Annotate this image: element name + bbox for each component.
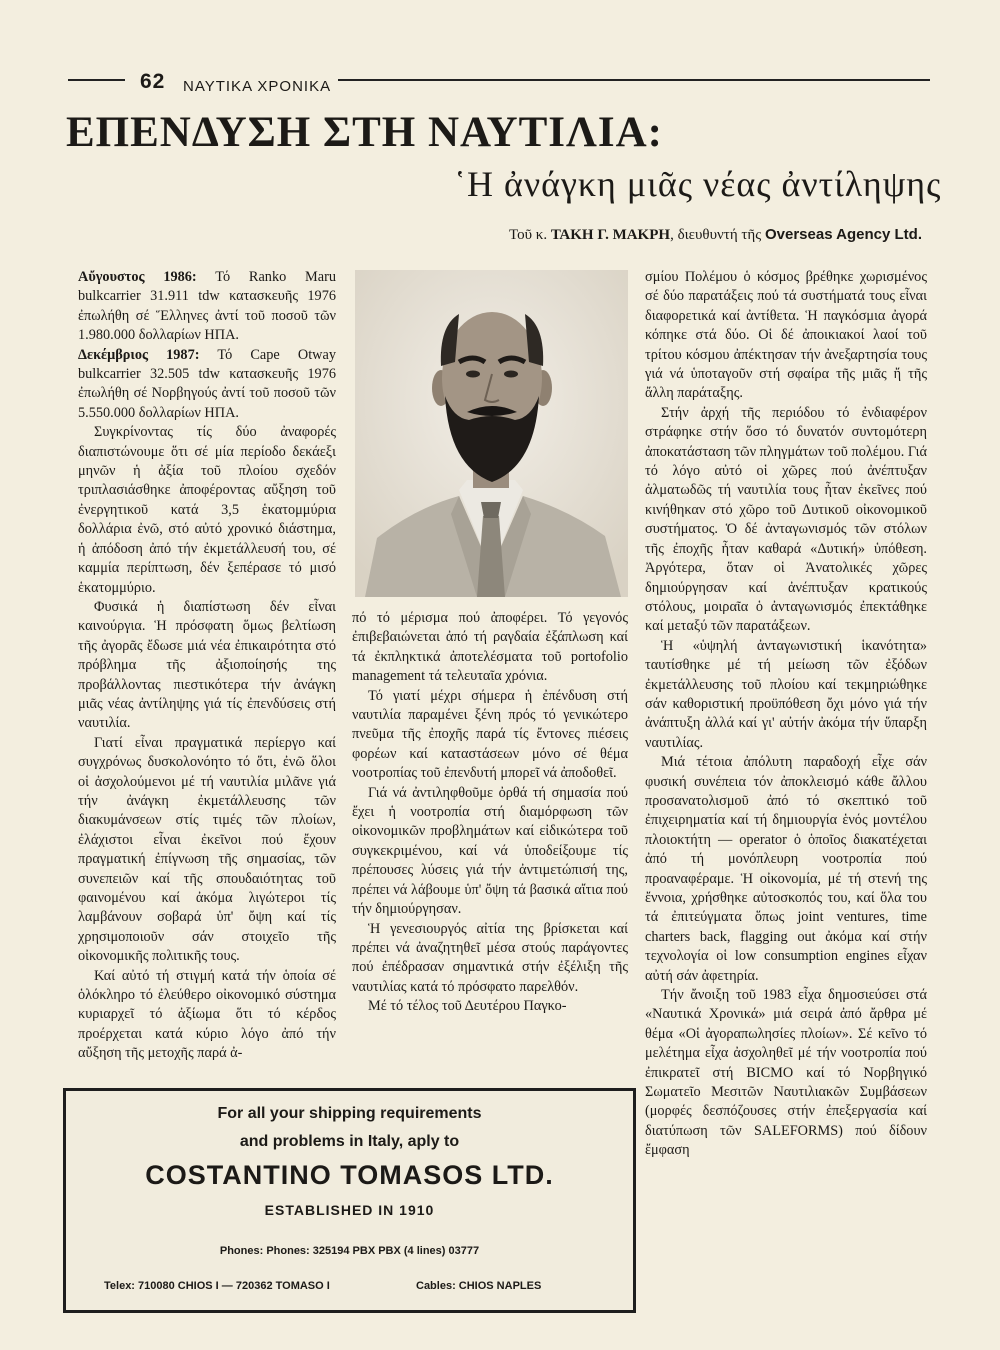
text-column-3 [645, 268, 927, 1161]
date-label: Δεκέμβριος 1987: [78, 346, 200, 363]
ad-line-2: and problems in Italy, aply to [239, 1133, 460, 1150]
magazine-name: ΝΑΥΤΙΚΑ ΧΡΟΝΙΚΑ [183, 78, 332, 95]
paragraph: Γιά νά ἀντιληφθοῦμε ὀρθά τή σημασία πού ἔχει ἡ νοοτροπία στή διαμόρφωση τῶν οἰκονομικῶν προβλημάτων καί εἰδικώτερα τοῦ συγκεκριμένου, καί νά ὑποδείξουμε τίς πρέπουσες λύσεις γιά τήν ἀντιμετώπισή της, πρέπει νά λάβουμε ὑπ' ὄψη τά βασικά αἴτια πού τήν δημιούργησαν. [352, 784, 628, 918]
article-headline: ΕΠΕΝΔΥΣΗ ΣΤΗ ΝΑΥΤΙΛΙΑ: [66, 109, 663, 156]
paragraph: Φυσικά ἡ διαπίστωση δέν εἶναι καινούργια. Ἡ πρόσφατη ὅμως βελτίωση τῆς ἀγορᾶς ἔδωσε μιά νέα ἐπικαιρότητα στό πρόβλημα τῆς ἀξιοποίησής της προβάλλοντας πιεστικότερα τήν ἀνάγκη μιᾶς νέας ἀντίληψης γιά τίς ἐπενδύσεις στή ναυτιλία. [78, 598, 336, 732]
paragraph-text: Τό Cape Otway bulkcarrier 32.505 tdw κατασκευῆς 1976 ἐπωλήθη σέ Νορβηγούς ἀντί τοῦ ποσοῦ τῶν 5.550.000 δολλαρίων ΗΠΑ. [78, 346, 336, 421]
page-number: 62 [140, 70, 166, 93]
article-subtitle: ῾Η ἀνάγκη μιᾶς νέας ἀντίληψης [454, 164, 942, 204]
byline-author: ΤΑΚΗ Γ. ΜΑΚΡΗ [550, 227, 671, 243]
paragraph: Συγκρίνοντας τίς δύο ἀναφορές διαπιστώνουμε ὅτι σέ μία περίοδο δεκάεξι μηνῶν ἡ ἀξία τοῦ πλοίου σχεδόν τριπλασιάσθηκε ἀποφέροντας αὔξηση τοῦ ἐνεργητικοῦ κατά 3,5 ἑκατομμύρια δολλάρια ἐνῶ, στό αὐτό χρονικό διάστημα, ἡ ἀπόδοση ἀπό τήν ἐκμετάλλευσή του, σέ καμμία περίπτωση, δέν ξεπέρασε τό μισό ἑκατομμύριο. [78, 424, 336, 596]
byline-company: Overseas Agency Ltd. [764, 226, 922, 243]
ad-company-name: COSTANTINO TOMASOS LTD. [145, 1160, 554, 1190]
paragraph-text: Τό Ranko Maru bulkcarrier 31.911 tdw κατασκευῆς 1976 ἐπωλήθη σέ Ἕλληνες ἀντί τοῦ ποσοῦ τῶν 1.980.000 δολλαρίων ΗΠΑ. [78, 269, 337, 344]
paragraph: Καί αὐτό τή στιγμή κατά τήν ὁποία σέ ὁλόκληρο τό ἐλεύθερο οἰκονομικό σύστημα κυριαρχεῖ τό ἀξίωμα ὅτι τό κέρδος προέρχεται κατά κύριο λόγο ἀπό τήν αὔξηση τῆς μετοχῆς παρά ἀ- [78, 967, 336, 1062]
text-column-2 [352, 609, 628, 1017]
ad-cables: Cables: CHIOS NAPLES [416, 1280, 542, 1292]
paragraph [78, 268, 336, 346]
header-rule-right [338, 79, 930, 81]
paragraph: Ἡ γενεσιουργός αἰτία της βρίσκεται καί πρέπει νά ἀναζητηθεῖ μέσα στούς παράγοντες πού ἐπέδρασαν σημαντικά στήν ἐξέλιξη τῆς ναυτιλίας κατά τό πρόσφατο παρελθόν. [352, 920, 628, 995]
paragraph: Τήν ἄνοιξη τοῦ 1983 εἶχα δημοσιεύσει στά «Ναυτικά Χρονικά» μιά σειρά ἀπό ἄρθρα μέ θέμα «Οἱ ἀγοραπωλησίες πλοίων». Σέ κεῖνο τό μελέτημα εἶχα ἀσχοληθεῖ μέ τήν νοοτροπία πού ἐπικρατεῖ στή BICMO καί τό Νορβηγικό Σωματεῖο Μεσιτῶν Ναυτιλιακῶν Συμβάσεων (μορφές δεσπόζουσες στήν ἐπεξεργασία καί διατύπωση τῶν SALEFORMS) πού δίδουν ἔμφαση [645, 987, 927, 1159]
paragraph: Ἡ «ὑψηλή ἀνταγωνιστική ἱκανότητα» ταυτίσθηκε μέ τή μείωση τῶν ἐξόδων ἐκμετάλλευσης τοῦ πλοίου καί τεκμηριώθηκε σάν καθοριστική προϋπόθεση ὄχι μόνο γιά τήν ἀνάπτυξη ἀλλά καί γι' αὐτήν ἀκόμα τήν ὕπαρξη ναυτιλίας. [645, 637, 927, 751]
text-column-1 [78, 268, 336, 1064]
ad-phones: Phones: Phones: 325194 PBX PBX (4 lines) 03777 [219, 1245, 480, 1257]
author-photo [355, 270, 628, 597]
byline-prefix: Τοῦ κ. [509, 227, 548, 243]
date-label: Αὔγουστος 1986: [78, 269, 197, 285]
paragraph: Γιατί εἶναι πραγματικά περίεργο καί συγχρόνως δυσκολονόητο τό ὅτι, ἐνῶ ὅλοι οἱ ἀσχολούμενοι μέ τή ναυτιλία μιλᾶνε γιά τήν ἀνάγκη ἐκμετάλλευσης τῶν διακυμάνσεων στίς τιμές τῶν πλοίων, ἐλάχιστοι εἶναι ἐκεῖνοι πού ἔχουν πραγματική ἐπίγνωση τῆς σημασίας, τῶν συνεπειῶν καί τῆς σπουδαιότητας τοῦ φαινομένου καί ἀκόμα λιγώτεροι τίς λαμβάνουν σοβαρά ὑπ' ὄψη καί τίς χρησιμοποιοῦν σάν στοιχεῖο τῆς οἰκονομικῆς πολιτικῆς τους. [78, 734, 336, 965]
ad-telex: Telex: 710080 CHIOS I — 720362 TOMASO I [104, 1280, 330, 1292]
paragraph: Μιά τέτοια ἀπόλυτη παραδοχή εἶχε σάν φυσική συνέπεια τόν ἀποκλεισμό κάθε ἄλλου προσανατολισμοῦ ἀπό τό σκεπτικό τοῦ ἐπιχειρηματία καί τή δημιουργία ἑνός μοντέλου πλοιοκτήτη — operator ὁ ὁποῖος διακατέχεται ἀπό τή μονόπλευρη νοοτροπία πού προαναφέραμε. Ἡ οἰκονομία, μέ τή στενή της ἔννοια, χρήσθηκε αὐτοσκοπός του, καί ὅλα του τά ἐπιτεύγματα ὅπως joint ventures, time charters back, flagging out ἀκόμα καί στήν τεχνολογία οἱ low consumption engines εἶχαν αὐτή σάν ἀφετηρία. [645, 754, 927, 984]
paragraph: πό τό μέρισμα πού ἀποφέρει. Τό γεγονός ἐπιβεβαιώνεται ἀπό τή ραγδαία ἐξάπλωση καί τά ἐκπληκτικά ἀποτελέσματα τοῦ portofolio management τά τελευταῖα χρόνια. [352, 610, 628, 685]
paragraph: σμίου Πολέμου ὁ κόσμος βρέθηκε χωρισμένος σέ δύο παρατάξεις πού τά συστήματά τους εἶναι διαφορετικά καί ἀντίθετα. Ἡ παγκόσμια ἀγορά κόπηκε στά δύο. Οἱ δέ ἀποικιακοί λαοί τοῦ τρίτου κόσμου ἀπέκτησαν τήν ἀνεξαρτησία τους γιά νά ὑποταγοῦν στή σφαίρα τῆς μιᾶς ἤ τῆς ἄλλη παράταξης. [645, 269, 927, 402]
paragraph: Στήν ἀρχή τῆς περιόδου τό ἐνδιαφέρον στράφηκε στήν ὅσο τό δυνατόν συντομότερη ἀποκατάσταση τῶν πληγμάτων τοῦ πολέμου. Γιά τό λόγο αὐτό οἱ χῶρες πού ἀνέπτυξαν ἀλματωδῶς τή ναυτιλία τους ἦταν ἐκεῖνες πού κινήθηκαν στό χῶρο τοῦ Δυτικοῦ οἰκονομικοῦ συστήματος. Ὁ δέ ἀνταγωνισμός τῶν στόλων τῆς ἐποχῆς ἦταν καθαρά «Δυτική» ὑπόθεση. Ἀργότερα, ὅταν οἱ Ἀνατολικές χῶρες δημιούργησαν καί ἀνέπτυξαν κρατικούς στόλους, μοιραῖα ὁ ἀνταγωνισμός ἐπεκτάθηκε καί μεταξύ τῶν παρατάξεων. [645, 404, 927, 635]
author-portrait-image [355, 270, 628, 597]
paragraph: Μέ τό τέλος τοῦ Δευτέρου Παγκο- [368, 998, 567, 1015]
advertisement-box [63, 1088, 636, 1313]
ad-established: ESTABLISHED IN 1910 [264, 1202, 435, 1218]
header-rule-left [68, 79, 125, 81]
byline-role: , διευθυντή τῆς [670, 227, 762, 243]
ad-line-1: For all your shipping requirements [217, 1105, 482, 1122]
paragraph [78, 346, 336, 424]
article-byline [509, 226, 922, 244]
paragraph: Τό γιατί μέχρι σήμερα ἡ ἐπένδυση στή ναυτιλία παραμένει ξένη πρός τό γενικώτερο πνεῦμα τῆς ἐποχῆς παρά τίς ἔντονες πιέσεις φορέων καί καταστάσεων μόνο σέ θέμα νοοτροπίας τοῦ ἐπενδυτή μπορεῖ νά ἀποδοθεῖ. [352, 687, 628, 782]
